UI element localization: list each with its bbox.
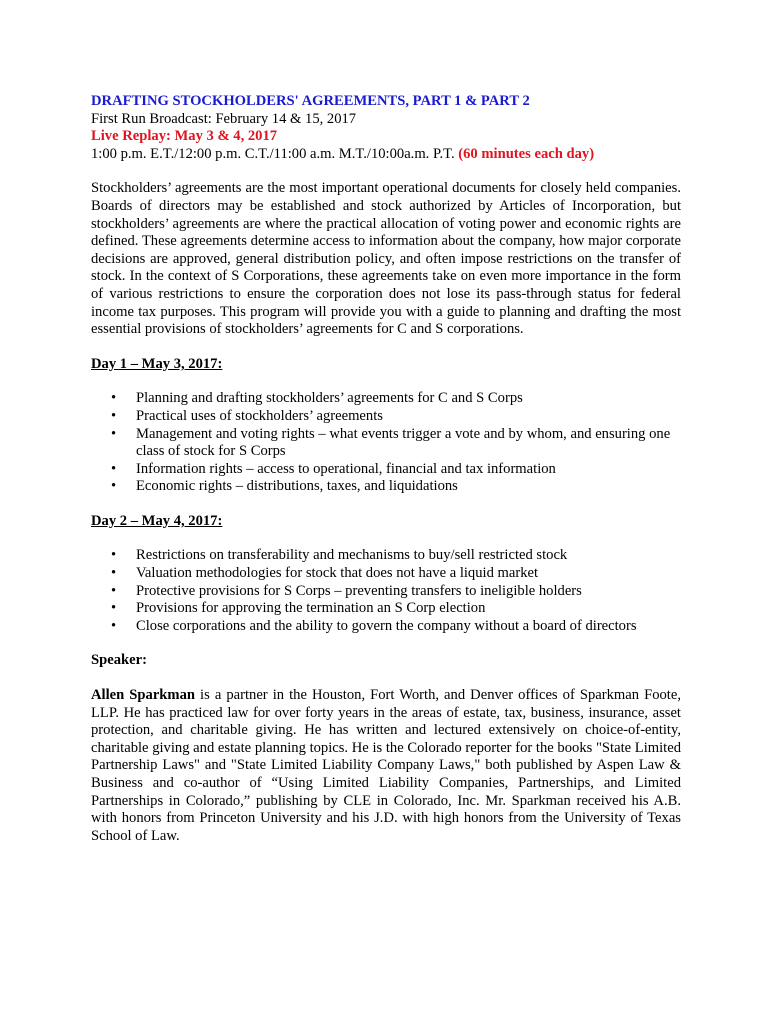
list-item: • Close corporations and the ability to govern the company without a board of directors	[111, 617, 637, 634]
bullet-icon: •	[111, 425, 117, 442]
list-item: • Valuation methodologies for stock that does not have a liquid market	[111, 565, 539, 582]
day2-list	[91, 547, 681, 635]
speaker-heading: Speaker:	[91, 652, 147, 669]
bullet-icon: •	[111, 617, 117, 634]
first-run-broadcast: First Run Broadcast: February 14 & 15, 2017	[91, 110, 357, 127]
bullet-icon: •	[111, 547, 117, 564]
day1-list	[91, 390, 681, 496]
intro-paragraph: Stockholders’ agreements are the most important operational documents for closely held companies. Boards of directors may be established and stock authorized by Articles of Incorporation, but stockholders’ agreements are where the practical allocation of voting power and economic rights are defined. These agreements determine access to information about the company, how major corporate decisions are approved, general distribution policy, and often impose restrictions on the transfer of stock. In the context of S Corporations, these agreements take on even more importance in the form of various restrictions to ensure the corporation does not lose its pass-through status for federal income tax purposes. This program will provide you with a guide to planning and drafting the most essential provisions of stockholders’ agreements for C and S corporations.	[91, 180, 681, 338]
broadcast-times	[91, 146, 681, 164]
bullet-icon: •	[111, 460, 117, 477]
speaker-bio	[91, 687, 681, 845]
day1-heading: Day 1 – May 3, 2017:	[91, 355, 223, 372]
bullet-icon: •	[111, 390, 117, 407]
speaker-bio-text: is a partner in the Houston, Fort Worth, and Denver offices of Sparkman Foote, LLP. He has practiced law for over forty years in the areas of estate, tax, business, insurance, asset protection, and charitable giving. He has written and lectured extensively on choice-of-entity, charitable giving and estate planning topics. He is the Colorado reporter for the books "State Limited Partnership Laws" and "State Limited Liability Company Laws," both published by Aspen Law & Business and co-author of “Using Limited Liability Companies, Partnerships, and Limited Partnerships in Colorado,” publishing by CLE in Colorado, Inc. Mr. Sparkman received his A.B. with honors from Princeton University and his J.D. with high honors from the University of Texas School of Law.	[91, 687, 681, 844]
list-item: • Information rights – access to operational, financial and tax information	[111, 460, 556, 477]
live-replay: Live Replay: May 3 & 4, 2017	[91, 128, 278, 145]
document-page	[91, 93, 681, 845]
bullet-icon: •	[111, 582, 117, 599]
speaker-name: Allen Sparkman	[91, 687, 195, 704]
day2-heading: Day 2 – May 4, 2017:	[91, 512, 223, 529]
header-block	[91, 93, 681, 163]
list-item: • Management and voting rights – what events trigger a vote and by whom, and ensuring one class of stock for S Corps	[111, 425, 671, 460]
bullet-icon: •	[111, 478, 117, 495]
times-text: 1:00 p.m. E.T./12:00 p.m. C.T./11:00 a.m. M.T./10:00a.m. P.T.	[91, 145, 455, 162]
list-item: • Protective provisions for S Corps – preventing transfers to ineligible holders	[111, 582, 582, 599]
document-title: DRAFTING STOCKHOLDERS' AGREEMENTS, PART 1 & PART 2	[91, 93, 530, 109]
duration-text: (60 minutes each day)	[458, 145, 595, 162]
list-item: • Provisions for approving the termination an S Corp election	[111, 600, 486, 617]
list-item: • Practical uses of stockholders’ agreements	[111, 407, 383, 424]
bullet-icon: •	[111, 600, 117, 617]
bullet-icon: •	[111, 565, 117, 582]
list-item: • Economic rights – distributions, taxes, and liquidations	[111, 478, 458, 495]
list-item: • Planning and drafting stockholders’ agreements for C and S Corps	[111, 390, 523, 407]
bullet-icon: •	[111, 407, 117, 424]
list-item: • Restrictions on transferability and mechanisms to buy/sell restricted stock	[111, 547, 568, 564]
